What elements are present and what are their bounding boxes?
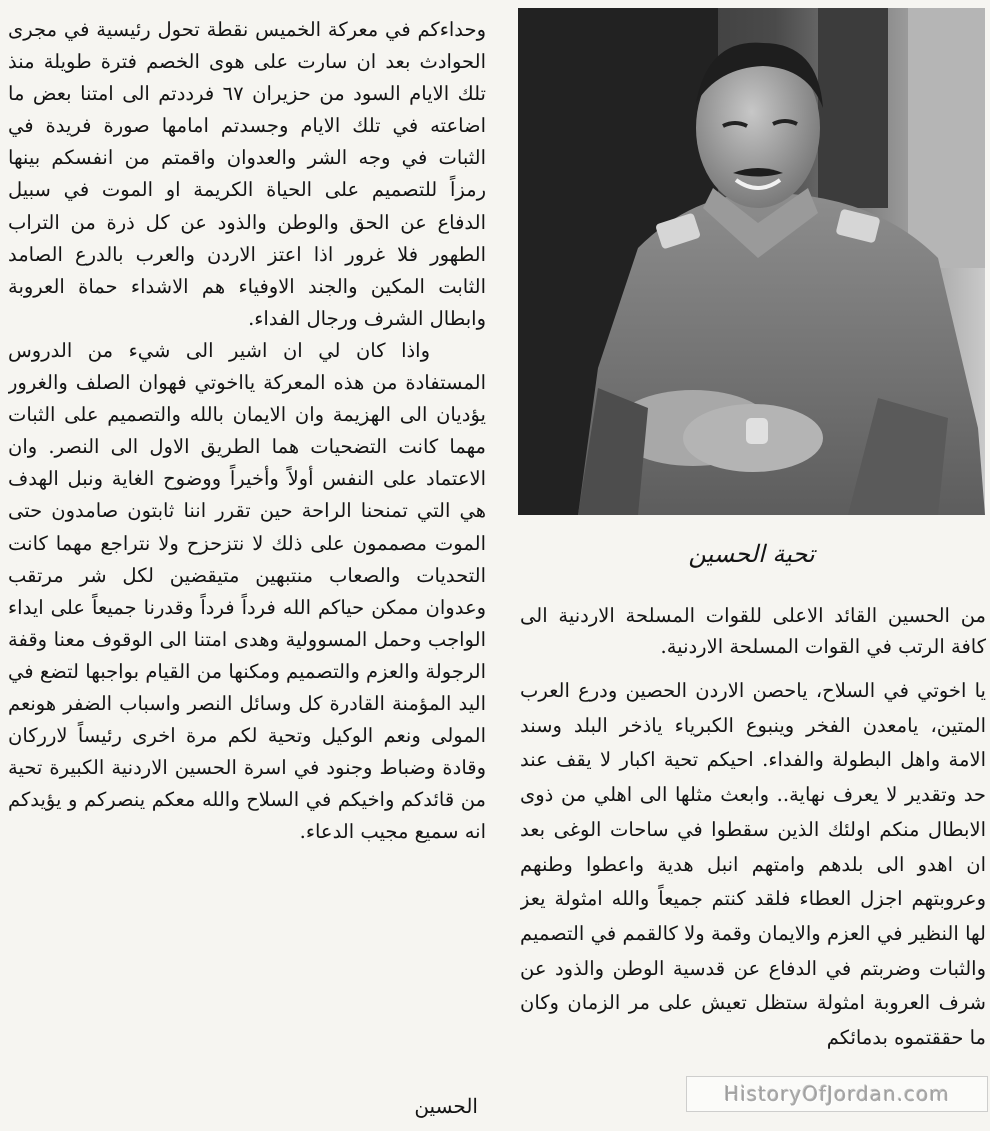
portrait-illustration: [518, 8, 985, 515]
photo-caption: تحية الحسين: [688, 540, 815, 568]
right-intro-paragraph: من الحسين القائد الاعلى للقوات المسلحة الاردنية الى كافة الرتب في القوات المسلحة الاردنية.: [520, 604, 986, 658]
portrait-photo: [518, 8, 985, 515]
left-paragraph-2: واذا كان لي ان اشير الى شيء من الدروس المستفادة من هذه المعركة يااخوتي فهوان الصلف والغرور يؤديان الى الهزيمة وان الايمان بالله والتصميم على الثبات مهما كانت التضحيات هما الطريق الاول الى النصر. وان الاعتماد على النفس أولاً وأخيراً ووضوح الغاية ونبل الهدف هي التي تمنحنا الراحة حين تقرر اننا ثابتون صامدون حتى الموت مصممون على ذلك لا نتزحزح ولا نتراجع مهما كانت التحديات والصعاب منتبهين متيقضين لكل شر مرتقب وعدوان ممكن حياكم الله فرداً فرداً وقدرنا جميعاً على ايداء الواجب وحمل المسوولية وهدى امتنا الى الوقوف معنا وقفة الرجولة والعزم والتصميم ومكنها من القيام بواجبها لتضع في اليد المؤمنة القادرة كل وسائل النصر واسباب الضفر هونعم المولى ونعم الوكيل وتحية لكم مرة اخرى رئيساً لارركان وقادة وضباط وجنود في اسرة الحسين الاردنية الكبيرة تحية من قائدكم واخيكم في السلاح والله معكم ينصركم و يؤيدكم انه سميع مجيب الدعاء.: [8, 338, 486, 844]
right-body-paragraph: يا اخوتي في السلاح، ياحصن الاردن الحصين ودرع العرب المتين، يامعدن الفخر وينبوع الكبرياء ياذخر البلد وسند الامة واهل البطولة والفداء. احيكم تحية اكبار لا يقف عند حد وتقدير لا يعرف نهاية.. وابعث مثلها الى اهلي من ذوى الابطال منكم اولئك الذين سقطوا في ساحات الوغى بعد ان اهدو الى بلدهم وامتهم انبل هدية واعطوا وطنهم وعروبتهم اجزل العطاء فلقد كنتم جميعاً والله امثولة يعز لها النظير في العزم والايمان وقمة ولا كالقمم في التصميم والثبات وضربتم في الدفاع عن قدسية الوطن والذود عن شرف العروبة امثولة ستظل تعيش على مر الزمان وكان ما حققتموه بدمائكم: [520, 679, 986, 1050]
signature: الحسين: [414, 1094, 478, 1118]
left-text-column: [8, 14, 486, 1131]
watermark: HistoryOfJordan.com: [686, 1076, 988, 1112]
left-paragraph-1: وحداءكم في معركة الخميس نقطة تحول رئيسية في مجرى الحوادث بعد ان سارت على هوى الخصم فترة طويلة منذ تلك الايام السود من حزيران ٦٧ فرددتم الى امتنا بعض ما اضاعته في تلك الايام وجسدتم امامها صورة فريدة في الثبات في وجه الشر والعدوان واقمتم من انفسكم بينها رمزاً للتصميم على الحياة الكريمة او الموت في سبيل الدفاع عن الحق والوطن والذود عن كل ذرة من التراب الطهور فلا غرور اذا اعتز الاردن والعرب بالدرع الصامد الثابت المكين والجند الاوفياء هم الاشداء حماة العروبة وابطال الشرف ورجال الفداء.: [8, 18, 486, 330]
right-text-column: [520, 600, 986, 1131]
